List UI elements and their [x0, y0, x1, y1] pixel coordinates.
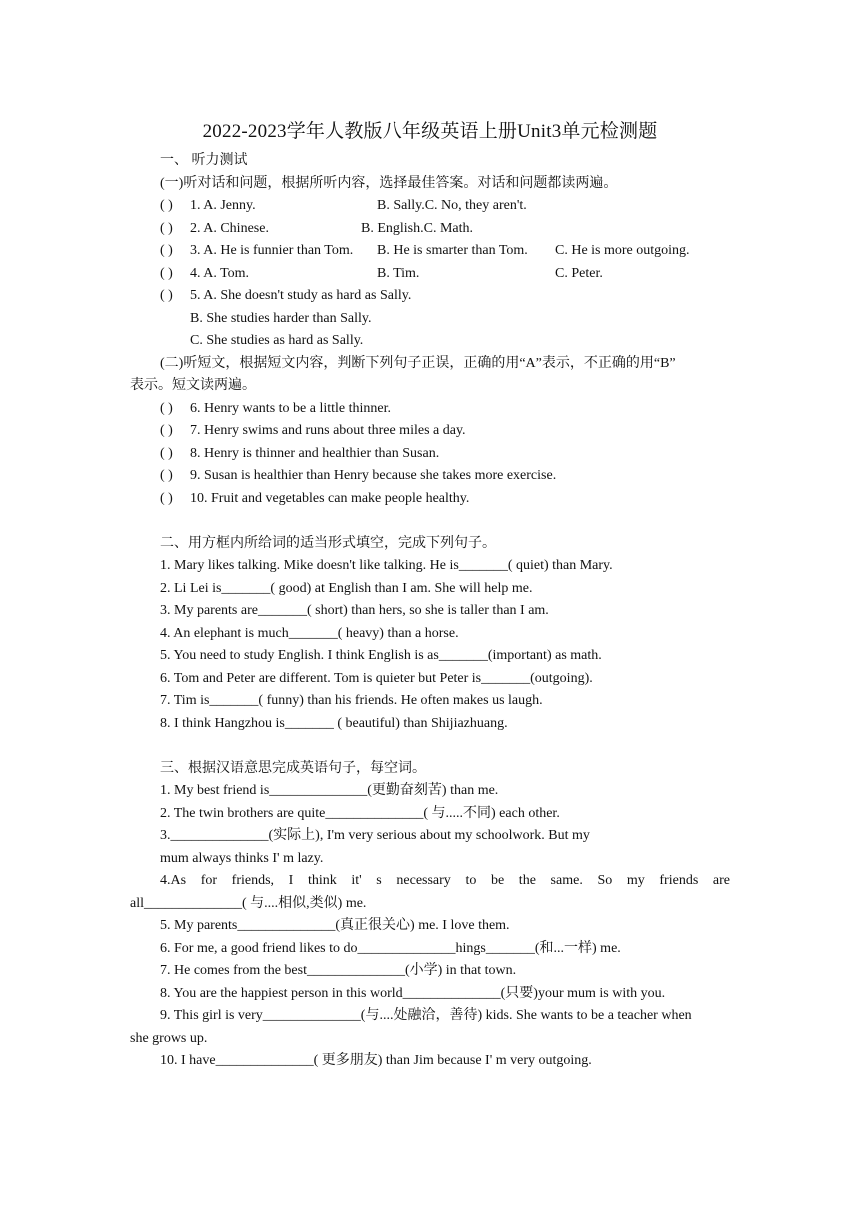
option-b: B. Sally.C. No, they aren't. — [377, 198, 527, 213]
part-2-instructions-line-2: 表示。短文读两遍。 — [130, 378, 256, 393]
option-c: C. Peter. — [555, 265, 603, 281]
translation-item-6: 6. For me, a good friend likes to do______________hings_______(和...一样) me. — [160, 940, 621, 956]
translation-item-4-line-1: 4.As for friends, I think it' s necessary to be the same. So my friends are — [160, 873, 730, 888]
section-1-heading: 一、 听力测试 — [160, 153, 248, 168]
tf-text: 8. Henry is thinner and healthier than Susan. — [190, 445, 440, 461]
translation-item-8: 8. You are the happiest person in this world______________(只要)your mum is with you. — [160, 985, 666, 1001]
answer-blank: ( ) — [160, 490, 173, 506]
answer-blank: ( ) — [160, 265, 173, 281]
answer-blank: ( ) — [160, 243, 173, 258]
spacer — [130, 510, 730, 533]
part-2-instructions-line-1: (二)听短文，根据短文内容，判断下列句子正误，正确的用“A”表示，不正确的用“B” — [160, 355, 676, 371]
question-5-option-c: C. She studies as hard as Sally. — [190, 333, 364, 348]
translation-item-1: 1. My best friend is______________(更勤奋刻苦) than me. — [160, 783, 499, 798]
question-5-option-b: B. She studies harder than Sally. — [190, 310, 372, 326]
question-3 — [130, 240, 730, 263]
answer-blank: ( ) — [160, 423, 173, 438]
translation-item-3-line-2: mum always thinks I' m lazy. — [160, 850, 324, 866]
answer-blank: ( ) — [160, 198, 173, 213]
tf-question-8 — [130, 443, 730, 466]
question-4 — [130, 263, 730, 286]
option-b: B. Tim. — [377, 265, 420, 281]
tf-text: 10. Fruit and vegetables can make people healthy. — [190, 490, 470, 506]
translation-item-10: 10. I have______________( 更多朋友) than Jim because I' m very outgoing. — [160, 1053, 592, 1068]
section-3-heading: 三、根据汉语意思完成英语句子，每空词。 — [160, 760, 426, 776]
option-a: 1. A. Jenny. — [190, 198, 256, 213]
option-c: C. He is more outgoing. — [555, 243, 690, 258]
tf-text: 9. Susan is healthier than Henry because she takes more exercise. — [190, 468, 557, 483]
tf-question-7 — [130, 420, 730, 443]
answer-blank: ( ) — [160, 288, 173, 303]
option-a: 4. A. Tom. — [190, 265, 250, 281]
option-b: B. English.C. Math. — [361, 220, 474, 236]
translation-item-9-line-2: she grows up. — [130, 1030, 208, 1046]
option-a: 5. A. She doesn't study as hard as Sally. — [190, 288, 412, 303]
translation-item-7: 7. He comes from the best______________(小学) in that town. — [160, 963, 517, 978]
document-title: 2022-2023学年人教版八年级英语上册Unit3单元检测题 — [202, 121, 658, 142]
fill-item-7: 7. Tim is_______( funny) than his friends. He often makes us laugh. — [160, 693, 543, 708]
tf-text: 6. Henry wants to be a little thinner. — [190, 400, 392, 416]
fill-item-2: 2. Li Lei is_______( good) at English than I am. She will help me. — [160, 580, 533, 596]
fill-item-6: 6. Tom and Peter are different. Tom is quieter but Peter is_______(outgoing). — [160, 670, 593, 686]
answer-blank: ( ) — [160, 445, 173, 461]
fill-item-4: 4. An elephant is much_______( heavy) than a horse. — [160, 625, 459, 641]
tf-question-10 — [130, 488, 730, 511]
spacer — [130, 735, 730, 758]
option-a: 2. A. Chinese. — [190, 220, 269, 236]
question-5 — [130, 285, 730, 308]
tf-text: 7. Henry swims and runs about three miles a day. — [190, 423, 466, 438]
translation-item-2: 2. The twin brothers are quite______________( 与.....不同) each other. — [160, 805, 560, 821]
translation-item-3-line-1: 3.______________(实际上), I'm very serious about my schoolwork. But my — [160, 828, 590, 843]
section-2-heading: 二、用方框内所给词的适当形式填空，完成下列句子。 — [160, 535, 496, 551]
translation-item-9-line-1: 9. This girl is very______________(与....处融洽，善待) kids. She wants to be a teacher when — [160, 1008, 692, 1023]
document-body — [130, 150, 730, 1073]
option-a: 3. A. He is funnier than Tom. — [190, 243, 354, 258]
translation-item-5: 5. My parents______________(真正很关心) me. I love them. — [160, 918, 510, 933]
translation-item-4-line-2: all______________( 与....相似,类似) me. — [130, 895, 367, 911]
answer-blank: ( ) — [160, 220, 173, 236]
tf-question-6 — [130, 398, 730, 421]
part-1-instructions: (一)听对话和问题，根据所听内容，选择最佳答案。对话和问题都读两遍。 — [160, 175, 618, 191]
question-2 — [130, 218, 730, 241]
fill-item-5: 5. You need to study English. I think English is as_______(important) as math. — [160, 648, 602, 663]
fill-item-8: 8. I think Hangzhou is_______ ( beautiful) than Shijiazhuang. — [160, 715, 508, 731]
tf-question-9 — [130, 465, 730, 488]
option-b: B. He is smarter than Tom. — [377, 243, 528, 258]
question-1 — [130, 195, 730, 218]
answer-blank: ( ) — [160, 400, 173, 416]
answer-blank: ( ) — [160, 468, 173, 483]
fill-item-1: 1. Mary likes talking. Mike doesn't like talking. He is_______( quiet) than Mary. — [160, 558, 613, 573]
fill-item-3: 3. My parents are_______( short) than hers, so she is taller than I am. — [160, 603, 549, 618]
